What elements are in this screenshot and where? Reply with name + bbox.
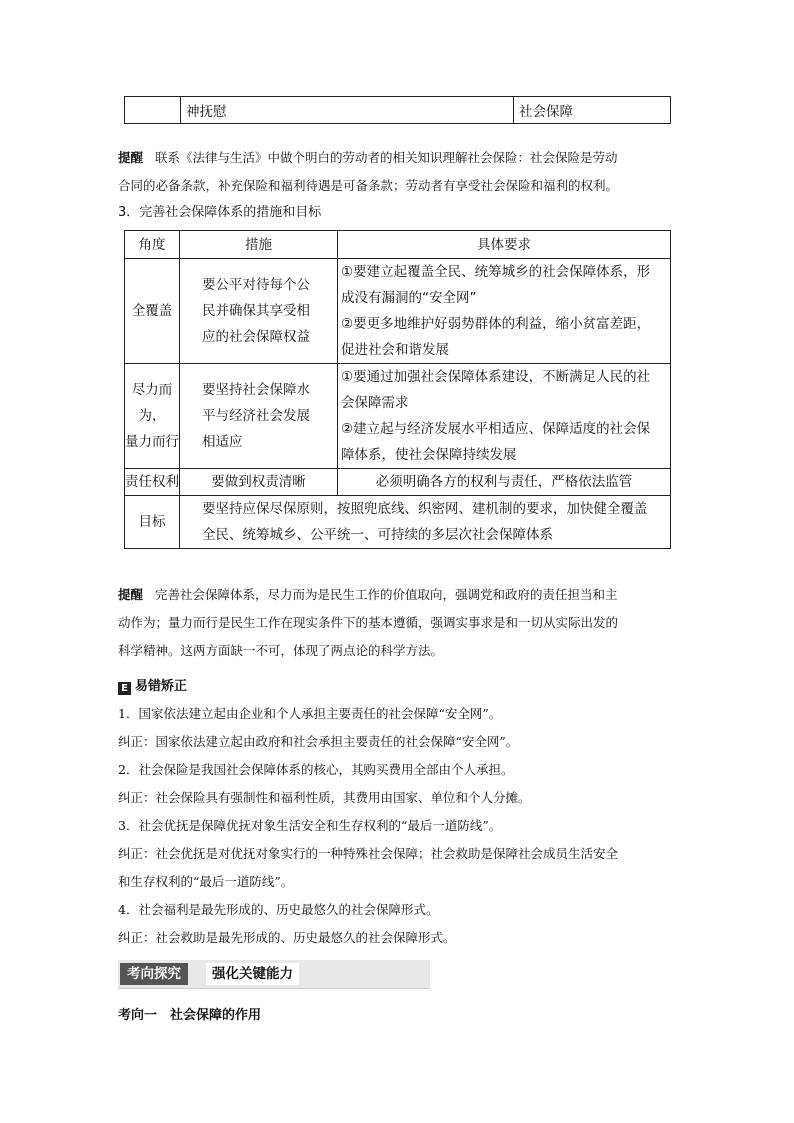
table-row — [125, 364, 671, 469]
correction-text: 社会优抚是对优抚对象实行的一种特殊社会保障；社会救助是保障社会成员生活安全 — [155, 846, 619, 861]
cell-line: 民并确保其享受相 — [202, 303, 310, 319]
measures-table — [124, 230, 671, 549]
tip-line — [118, 581, 678, 609]
table-row — [125, 469, 671, 496]
cell-line: 尽力而为， — [131, 382, 173, 424]
tip-line: 合同的必备条款，补充保险和福利待遇是可备条款；劳动者有享受社会保险和福利的权利。 — [118, 178, 619, 193]
requirement-cell — [338, 259, 671, 364]
measure-cell: 要做到权责清晰 — [180, 469, 338, 496]
e-badge-icon: E — [118, 682, 131, 695]
cell-line: 促进社会和谐发展 — [341, 342, 449, 358]
angle-cell: 全覆盖 — [125, 259, 180, 364]
table-row — [125, 97, 671, 124]
cell-line: ②要更多地维护好弱势群体的利益，缩小贫富差距， — [341, 316, 651, 332]
banner-right-label: 强化关键能力 — [206, 963, 299, 985]
tip-text: 联系《法律与生活》中做个明白的劳动者的相关知识理解社会保险：社会保险是劳动 — [154, 150, 618, 165]
cell-line: ②建立起与经济发展水平相适应、保障适度的社会保 — [341, 421, 651, 437]
table-header-row — [125, 231, 671, 259]
correction-label: 纠正： — [118, 790, 156, 805]
list-item: 3．社会优抚是保障优抚对象生活安全和生存权利的“最后一道防线”。 — [118, 818, 502, 833]
cell-line: 全民、统筹城乡、公平统一、可持续的多层次社会保障体系 — [202, 527, 553, 543]
cell-line: ①要通过加强社会保障体系建设，不断满足人民的社 — [341, 369, 651, 385]
cell-line: ①要建立起覆盖全民、统筹城乡的社会保障体系，形 — [341, 264, 651, 280]
cell-line: 量力而行 — [125, 434, 179, 450]
list-item — [118, 784, 684, 812]
cell-line: 平与经济社会发展 — [202, 408, 310, 424]
angle-cell — [125, 364, 180, 469]
table-row — [125, 259, 671, 364]
cell-line: 应的社会保障权益 — [202, 329, 310, 345]
correction-label: 纠正： — [118, 846, 156, 861]
cell-line: 要坚持应保尽保原则，按照兜底线、织密网、建机制的要求，加快健全覆盖 — [202, 501, 648, 517]
goal-cell — [180, 496, 671, 549]
tip-line: 科学精神。这两方面缺一不可，体现了两点论的科学方法。 — [118, 643, 444, 658]
table-cell — [125, 97, 181, 124]
tip-label: 提醒 — [118, 150, 144, 165]
list-item — [118, 728, 684, 756]
list-item: 2．社会保险是我国社会保障体系的核心，其购买费用全部由个人承担。 — [118, 762, 514, 777]
tip-line: 动作为；量力而行是民生工作在现实条件下的基本遵循，强调实事求是和一切从实际出发的 — [118, 615, 619, 630]
list-item: 和生存权利的“最后一道防线”。 — [118, 874, 294, 889]
angle-cell: 目标 — [125, 496, 180, 549]
cell-line: 障体系，使社会保障持续发展 — [341, 447, 517, 463]
tip-line — [118, 144, 678, 172]
correction-text: 国家依法建立起由政府和社会承担主要责任的社会保障“安全网”。 — [155, 734, 519, 749]
requirement-cell: 必须明确各方的权利与责任，严格依法监管 — [338, 469, 671, 496]
header-cell: 角度 — [125, 231, 180, 259]
correction-label: 纠正： — [118, 930, 156, 945]
tip-paragraph-2 — [118, 581, 678, 665]
cell-line: 会保障需求 — [341, 395, 409, 411]
table-row — [125, 496, 671, 549]
tip-paragraph-1 — [118, 144, 678, 200]
cell-line: 要公平对待每个公 — [202, 277, 310, 293]
header-cell: 措施 — [180, 231, 338, 259]
error-section-header — [118, 675, 187, 695]
correction-text: 社会救助是最先形成的、历史最悠久的社会保障形式。 — [155, 930, 456, 945]
top-table-fragment — [124, 96, 671, 124]
error-section-title: 易错矫正 — [135, 679, 188, 694]
list-item — [118, 840, 684, 868]
cell-line: 要坚持社会保障水 — [202, 382, 310, 398]
cell-line: 成没有漏洞的“安全网” — [341, 290, 477, 306]
list-item: 1．国家依法建立起由企业和个人承担主要责任的社会保障“安全网”。 — [118, 706, 502, 721]
banner-left-label: 考向探究 — [120, 963, 188, 985]
error-list — [118, 700, 684, 952]
list-item — [118, 924, 684, 952]
measure-cell — [180, 364, 338, 469]
direction-heading: 考向一 社会保障的作用 — [118, 1008, 262, 1023]
correction-text: 社会保险具有强制性和福利性质，其费用由国家、单位和个人分摊。 — [155, 790, 531, 805]
section-banner — [118, 960, 430, 989]
header-cell: 具体要求 — [338, 231, 671, 259]
correction-label: 纠正： — [118, 734, 156, 749]
requirement-cell — [338, 364, 671, 469]
cell-line: 相适应 — [202, 434, 243, 450]
measure-cell — [180, 259, 338, 364]
table-cell: 神抚慰 — [181, 97, 514, 124]
tip-label: 提醒 — [118, 587, 144, 602]
angle-cell: 责任权利 — [125, 469, 180, 496]
section-title: 3．完善社会保障体系的措施和目标 — [118, 205, 322, 220]
list-item: 4．社会福利是最先形成的、历史最悠久的社会保障形式。 — [118, 902, 439, 917]
table-cell: 社会保障 — [514, 97, 671, 124]
tip-text: 完善社会保障体系，尽力而为是民生工作的价值取向，强调党和政府的责任担当和主 — [154, 587, 618, 602]
